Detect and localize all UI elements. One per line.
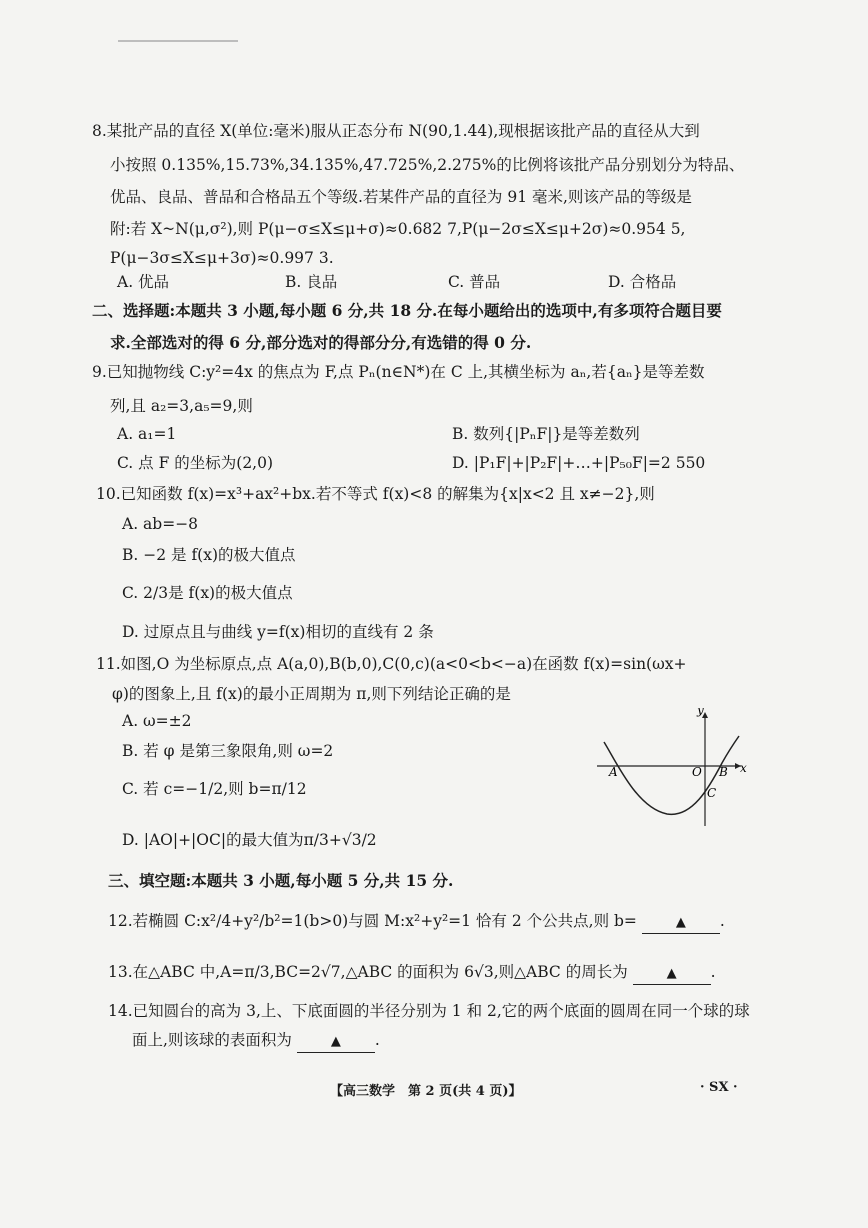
footer-code: · SX · <box>700 1080 738 1095</box>
q8-option-d: D. 合格品 <box>608 273 677 291</box>
scan-mark <box>118 40 238 42</box>
q11-line2: φ)的图象上,且 f(x)的最小正周期为 π,则下列结论正确的是 <box>112 685 511 703</box>
blank-marker: ▲ <box>675 915 686 930</box>
q9-line1: 9.已知抛物线 C:y²=4x 的焦点为 F,点 Pₙ(n∈N*)在 C 上,其横坐标为 aₙ,若{aₙ}是等差数 <box>92 363 705 381</box>
graph-label-x: x <box>740 761 747 775</box>
q12-answer-blank <box>642 911 720 934</box>
q8-option-a: A. 优品 <box>117 273 170 291</box>
graph-label-o: O <box>692 765 702 779</box>
q9-option-a: A. a₁=1 <box>117 425 177 443</box>
q14-line2 <box>132 1030 380 1053</box>
q9-option-c: C. 点 F 的坐标为(2,0) <box>117 454 274 472</box>
q13-text: 13.在△ABC 中,A=π/3,BC=2√7,△ABC 的面积为 6√3,则△ABC 的周长为 <box>108 963 628 981</box>
footer-page-info: 【高三数学 第 2 页(共 4 页)】 <box>330 1084 522 1099</box>
q12-period: . <box>719 912 725 930</box>
q14-period: . <box>374 1031 380 1049</box>
q13-line1 <box>108 962 716 985</box>
q9-line2: 列,且 a₂=3,a₅=9,则 <box>110 397 253 415</box>
sine-graph-figure <box>597 708 747 832</box>
q8-line4: 附:若 X~N(μ,σ²),则 P(μ−σ≤X≤μ+σ)≈0.682 7,P(μ−2σ≤X≤μ+2σ)≈0.954 5, <box>110 220 686 238</box>
q10-option-b: B. −2 是 f(x)的极大值点 <box>122 546 296 564</box>
graph-label-a: A <box>609 765 618 779</box>
q10-line1: 10.已知函数 f(x)=x³+ax²+bx.若不等式 f(x)<8 的解集为{x|x<2 且 x≠−2},则 <box>96 485 655 503</box>
section2-heading-cont: 求.全部选对的得 6 分,部分选对的得部分分,有选错的得 0 分. <box>110 333 532 352</box>
graph-label-b: B <box>719 765 728 779</box>
blank-marker: ▲ <box>330 1034 341 1049</box>
q8-line5: P(μ−3σ≤X≤μ+3σ)≈0.997 3. <box>110 249 334 267</box>
q10-option-c: C. 2/3是 f(x)的极大值点 <box>122 584 293 602</box>
q8-line1: 8.某批产品的直径 X(单位:毫米)服从正态分布 N(90,1.44),现根据该批产品的直径从大到 <box>92 122 700 140</box>
graph-label-y: y <box>697 708 704 717</box>
q11-line1: 11.如图,O 为坐标原点,点 A(a,0),B(b,0),C(0,c)(a<0<b<−a)在函数 f(x)=sin(ωx+ <box>96 655 687 673</box>
q10-option-a: A. ab=−8 <box>122 515 199 533</box>
q13-answer-blank <box>633 962 711 985</box>
q8-option-b: B. 良品 <box>285 273 338 291</box>
q14-line1: 14.已知圆台的高为 3,上、下底面圆的半径分别为 1 和 2,它的两个底面的圆周在同一个球的球 <box>108 1002 750 1020</box>
q11-option-a: A. ω=±2 <box>122 712 192 730</box>
q9-option-d: D. |P₁F|+|P₂F|+…+|P₅₀F|=2 550 <box>452 454 706 472</box>
section3-heading: 三、填空题:本题共 3 小题,每小题 5 分,共 15 分. <box>108 871 454 890</box>
q8-line2: 小按照 0.135%,15.73%,34.135%,47.725%,2.275%的比例将该批产品分别划分为特品、 <box>110 156 745 174</box>
section2-heading: 二、选择题:本题共 3 小题,每小题 6 分,共 18 分.在每小题给出的选项中,有多项符合题目要 <box>92 301 722 320</box>
q11-option-d: D. |AO|+|OC|的最大值为π/3+√3/2 <box>122 831 377 849</box>
blank-marker: ▲ <box>666 966 677 981</box>
q14-answer-blank <box>297 1030 375 1053</box>
q9-option-b: B. 数列{|PₙF|}是等差数列 <box>452 425 640 443</box>
q13-period: . <box>710 963 716 981</box>
q12-line1 <box>108 911 725 934</box>
q12-text: 12.若椭圆 C:x²/4+y²/b²=1(b>0)与圆 M:x²+y²=1 恰有 2 个公共点,则 b= <box>108 912 637 930</box>
q10-option-d: D. 过原点且与曲线 y=f(x)相切的直线有 2 条 <box>122 623 434 641</box>
q11-option-c: C. 若 c=−1/2,则 b=π/12 <box>122 780 307 798</box>
q14-text: 面上,则该球的表面积为 <box>132 1031 292 1049</box>
q8-option-c: C. 普品 <box>448 273 501 291</box>
q8-line3: 优品、良品、普品和合格品五个等级.若某件产品的直径为 91 毫米,则该产品的等级是 <box>110 188 692 206</box>
graph-label-c: C <box>707 786 717 800</box>
q11-option-b: B. 若 φ 是第三象限角,则 ω=2 <box>122 742 334 760</box>
